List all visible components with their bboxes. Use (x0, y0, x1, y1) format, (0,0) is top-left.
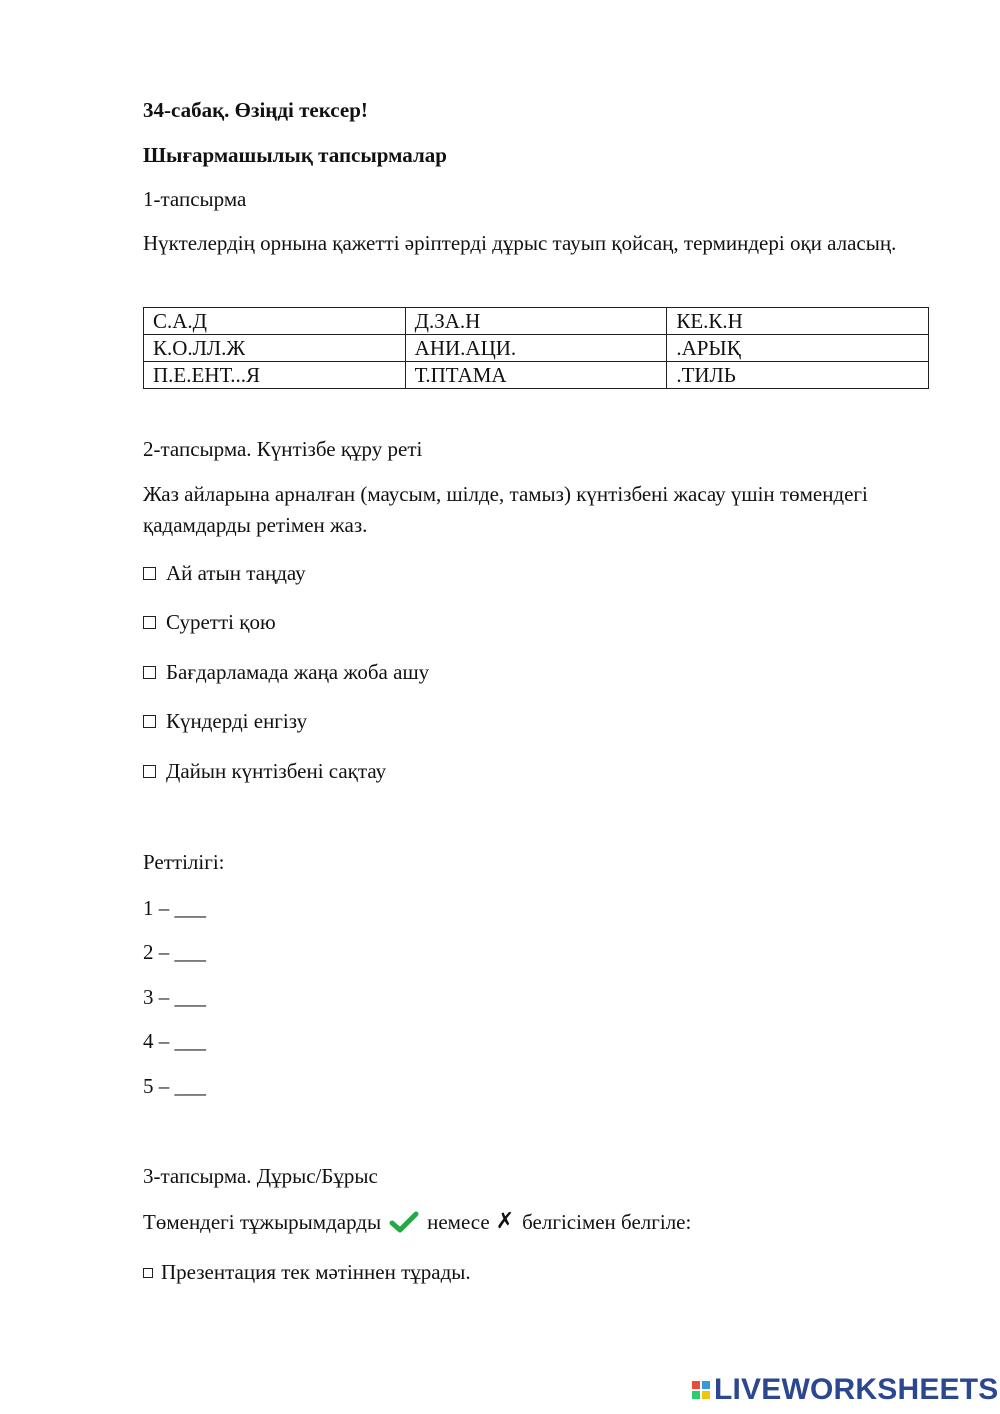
step-item (143, 662, 429, 683)
order-label: Реттілігі: (143, 850, 225, 874)
instruction-part: белгісімен белгіле: (522, 1209, 692, 1234)
step-item (143, 563, 306, 584)
statement-item (143, 1262, 471, 1283)
logo-text: LIVEWORKSHEETS (714, 1373, 999, 1406)
step-item (143, 612, 276, 633)
step-text: Күндерді енгізу (166, 709, 308, 733)
checkbox-icon[interactable] (143, 715, 156, 728)
order-item[interactable]: 5 – ___ (143, 1074, 206, 1098)
table-cell: Д.ЗА.Н (405, 308, 667, 335)
step-text: Суретті қою (166, 610, 276, 634)
instruction-part: Төмендегі тұжырымдарды (143, 1209, 382, 1234)
checkbox-icon[interactable] (143, 666, 156, 679)
order-item[interactable]: 4 – ___ (143, 1029, 206, 1053)
step-item (143, 761, 386, 782)
checkbox-icon[interactable] (143, 616, 156, 629)
logo-square (692, 1391, 700, 1399)
cross-icon: ✗ (495, 1209, 515, 1234)
task3-instruction (143, 1210, 691, 1234)
logo-square (702, 1381, 710, 1389)
step-text: Дайын күнтізбені сақтау (166, 759, 387, 783)
table-row (144, 362, 929, 389)
table-row (144, 308, 929, 335)
table-cell: КЕ.К.Н (667, 308, 929, 335)
table-cell: .ТИЛЬ (667, 362, 929, 389)
table-cell: .АРЫҚ (667, 335, 929, 362)
checkbox-icon[interactable] (143, 765, 156, 778)
logo-square (692, 1381, 700, 1389)
statement-text: Презентация тек мәтіннен тұрады. (161, 1260, 471, 1284)
table-cell: АНИ.АЦИ. (405, 335, 667, 362)
instruction-part: немесе (427, 1209, 490, 1234)
table-row (144, 335, 929, 362)
order-item[interactable]: 2 – ___ (143, 940, 206, 964)
lesson-title: 34-сабақ. Өзіңді тексер! (143, 98, 368, 122)
table-cell: П.Е.ЕНТ...Я (144, 362, 406, 389)
task1-label: 1-тапсырма (143, 187, 247, 211)
liveworksheets-logo (692, 1373, 999, 1406)
table-cell: К.О.ЛЛ.Ж (144, 335, 406, 362)
task3-label: 3-тапсырма. Дұрыс/Бұрыс (143, 1164, 378, 1188)
logo-mark-icon (692, 1381, 710, 1399)
order-item[interactable]: 1 – ___ (143, 896, 206, 920)
section-title: Шығармашылық тапсырмалар (143, 143, 447, 167)
step-item (143, 711, 307, 732)
table-cell: Т.ПТАМА (405, 362, 667, 389)
order-item[interactable]: 3 – ___ (143, 985, 206, 1009)
task2-instruction: Жаз айларына арналған (маусым, шілде, тамыз) күнтізбені жасау үшін төмендегі қадамдарды ретімен жаз. (143, 482, 868, 537)
step-text: Ай атын таңдау (166, 561, 306, 585)
logo-square (702, 1391, 710, 1399)
checkbox-icon[interactable] (143, 567, 156, 580)
check-icon (389, 1210, 419, 1234)
task2-label: 2-тапсырма. Күнтізбе құру реті (143, 437, 423, 461)
table-cell: С.А.Д (144, 308, 406, 335)
checkbox-icon[interactable] (143, 1268, 153, 1278)
step-text: Бағдарламада жаңа жоба ашу (166, 660, 430, 684)
task1-instruction: Нүктелердің орнына қажетті әріптерді дұрыс тауып қойсаң, терминдері оқи аласың. (143, 231, 897, 255)
term-table (143, 307, 929, 389)
